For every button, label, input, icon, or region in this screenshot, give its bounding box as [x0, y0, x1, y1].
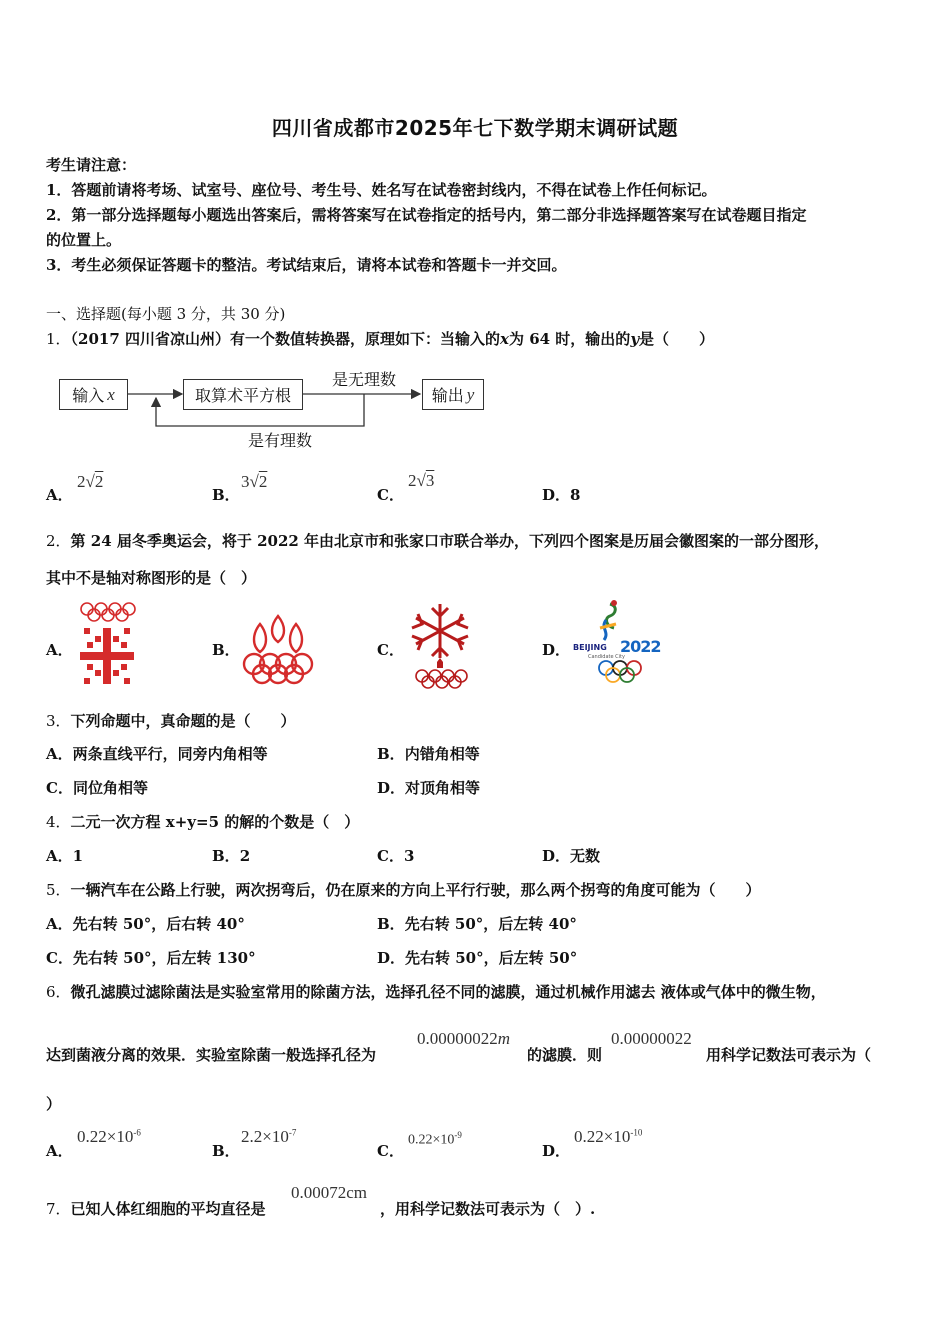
section-heading: 一、选择题(每小题 3 分，共 30 分)	[46, 305, 286, 323]
q3-option-d-text: 对顶角相等	[405, 779, 481, 797]
year-2022-text: 2022	[620, 637, 661, 656]
question-2-line1	[46, 530, 829, 551]
q6-option-a-value	[77, 1127, 141, 1147]
notice-heading: 考生请注意：	[46, 156, 137, 174]
q6-c-exp: -9	[454, 1130, 462, 1140]
q2-number: 2．	[46, 532, 71, 550]
q1-var-x: x	[500, 330, 509, 348]
q5-option-a-label: A．	[46, 915, 73, 933]
q5-option-c-label: C．	[46, 949, 73, 967]
q6-math-value: 0.00000022	[611, 1029, 692, 1048]
q4-option-c	[377, 845, 414, 866]
q3-option-b-label: B．	[377, 745, 405, 763]
q5-option-a-text: 先右转 50°，后右转 40°	[72, 915, 245, 933]
q1-option-a-value	[77, 472, 103, 492]
sqrt-symbol: √	[85, 472, 95, 491]
q3-option-a-text: 两条直线平行，同旁内角相等	[72, 745, 268, 763]
flow-output-var: y	[466, 384, 475, 404]
question-1	[46, 328, 714, 349]
notice-item-2-cont: 的位置上。	[46, 231, 122, 249]
notice-item-2: 2．第一部分选择题每小题选出答案后，需将答案写在试卷指定的括号内，第二部分非选择题答案写在试卷题目指定	[46, 206, 807, 224]
question-7	[46, 1198, 266, 1219]
q6-text-line2c: 用科学记数法可表示为（	[706, 1046, 872, 1064]
q3-option-d-label: D．	[377, 779, 406, 797]
q5-option-b-label: B．	[377, 915, 405, 933]
candidate-city-text: Candidate City	[588, 654, 625, 660]
q3-option-b	[377, 743, 480, 764]
q6-text-line2a: 达到菌液分离的效果．实验室除菌一般选择孔径为	[46, 1046, 377, 1064]
beijing-text: BEIJING	[573, 643, 607, 652]
q2-option-c-label: C．	[377, 641, 404, 659]
notice-item-1: 1．答题前请将考场、试室号、座位号、考生号、姓名写在试卷密封线内，不得在试卷上作任何标记。	[46, 181, 717, 199]
q1-option-c-label: C．	[377, 486, 404, 504]
q6-a-exp: -6	[133, 1127, 141, 1138]
flow-process-box: 取算术平方根	[183, 379, 303, 410]
calgary-snowflake-emblem-icon	[408, 600, 472, 690]
q3-text: 下列命题中，真命题的是（ ）	[70, 712, 296, 730]
notice-item-3: 3．考生必须保证答题卡的整洁。考试结束后，请将本试卷和答题卡一并交回。	[46, 256, 567, 274]
q1-b-radicand: 2	[258, 472, 268, 491]
question-3	[46, 710, 296, 731]
q5-number: 5．	[46, 881, 71, 899]
q3-option-c-label: C．	[46, 779, 73, 797]
q6-option-a-label: A．	[46, 1142, 73, 1160]
sarajevo-emblem-icon	[74, 600, 140, 688]
calgary-emblem-icon	[240, 612, 316, 686]
q6-c-base: 0.22×10	[408, 1132, 455, 1148]
flow-input-var: x	[107, 384, 115, 404]
q5-option-d	[377, 947, 577, 968]
q5-option-b	[377, 913, 577, 934]
q1-option-d-label: D．	[542, 486, 571, 504]
q1-text-c: 是（ ）	[639, 330, 715, 348]
q4-option-b-label: B．	[212, 847, 240, 865]
q4-option-c-text: 3	[403, 847, 415, 865]
q1-var-y: y	[630, 330, 640, 348]
flow-output-label: 输出	[431, 386, 464, 405]
q5-option-c	[46, 947, 256, 968]
q4-option-a-text: 1	[72, 847, 84, 865]
q3-option-a	[46, 743, 268, 764]
q4-option-b	[212, 845, 250, 866]
q6-a-base: 0.22×10	[77, 1127, 134, 1146]
flow-output-box	[422, 379, 484, 410]
flow-no-label: 是有理数	[248, 431, 313, 450]
q1-text-b: 为 64 时，输出的	[508, 330, 631, 348]
flow-input-box	[59, 379, 128, 410]
q3-option-d	[377, 777, 480, 798]
q1-c-coef: 2	[408, 471, 417, 490]
q1-option-b-label: B．	[212, 486, 240, 504]
q1-a-radicand: 2	[94, 472, 104, 491]
q6-text-line1: 微孔滤膜过滤除菌法是实验室常用的除菌方法，选择孔径不同的滤膜，通过机械作用滤去 液体或气体中的微生物，	[70, 983, 826, 1001]
q6-text-line3: ）	[46, 1095, 62, 1113]
q4-option-a-label: A．	[46, 847, 73, 865]
q1-option-d-text: 8	[570, 486, 581, 504]
q5-option-a	[46, 913, 245, 934]
q2-option-d-label: D．	[542, 641, 571, 659]
q1-a-coef: 2	[77, 472, 86, 491]
q6-option-d-label: D．	[542, 1142, 571, 1160]
q4-option-a	[46, 845, 83, 866]
q6-math1-value: 0.00000022	[417, 1029, 498, 1048]
page-title: 四川省成都市2025年七下数学期末调研试题	[271, 116, 679, 140]
q7-text-a: 已知人体红细胞的平均直径是	[70, 1200, 266, 1218]
q6-option-c-value	[408, 1130, 462, 1149]
q1-option-d	[542, 484, 580, 505]
q6-d-exp: -10	[630, 1127, 643, 1138]
sqrt-symbol: √	[249, 472, 259, 491]
q5-option-d-text: 先右转 50°，后左转 50°	[405, 949, 578, 967]
q5-option-d-label: D．	[377, 949, 406, 967]
q6-option-d-value	[574, 1127, 642, 1147]
q7-math-value: 0.00072cm	[291, 1183, 368, 1202]
q2-text-line1: 第 24 届冬季奥运会，将于 2022 年由北京市和张家口市联合举办，下列四个图案是历届会徽图案的一部分图形，	[70, 532, 830, 550]
q6-text-line2b: 的滤膜．则	[527, 1046, 603, 1064]
q4-option-d-label: D．	[542, 847, 571, 865]
q4-number: 4．	[46, 813, 71, 831]
q6-option-b-label: B．	[212, 1142, 240, 1160]
q6-option-c-label: C．	[377, 1142, 404, 1160]
q3-option-b-text: 内错角相等	[404, 745, 480, 763]
question-4	[46, 811, 359, 832]
q6-math1-unit: m	[497, 1029, 511, 1048]
question-5	[46, 879, 761, 900]
q4-text: 二元一次方程 x+y=5 的解的个数是（ ）	[70, 813, 360, 831]
q1-option-b-value	[241, 472, 267, 492]
q1-b-coef: 3	[241, 472, 250, 491]
q1-option-c-value	[408, 471, 434, 491]
q1-option-a-label: A．	[46, 486, 73, 504]
q2-option-b-label: B．	[212, 641, 240, 659]
q4-option-c-label: C．	[377, 847, 404, 865]
q5-text: 一辆汽车在公路上行驶，两次拐弯后，仍在原来的方向上平行行驶，那么两个拐弯的角度可能为（ ）	[70, 881, 761, 899]
q6-option-b-value	[241, 1127, 296, 1147]
flow-input-label: 输入	[72, 386, 105, 405]
q7-text-b: ，用科学记数法可表示为（ ）.	[380, 1200, 596, 1218]
q3-option-a-label: A．	[46, 745, 73, 763]
q3-number: 3．	[46, 712, 71, 730]
q3-option-c	[46, 777, 148, 798]
sqrt-symbol: √	[416, 471, 426, 490]
q6-math-pore-size	[417, 1029, 510, 1049]
q5-option-b-text: 先右转 50°，后左转 40°	[404, 915, 577, 933]
q1-number: 1．	[46, 330, 71, 348]
q6-b-exp: -7	[288, 1127, 297, 1138]
q1-c-radicand: 3	[425, 471, 435, 490]
q2-option-a-label: A．	[46, 641, 73, 659]
q4-option-d-text: 无数	[570, 847, 601, 865]
q2-text-line2: 其中不是轴对称图形的是（ ）	[46, 569, 257, 587]
q3-option-c-text: 同位角相等	[72, 779, 148, 797]
q4-option-b-text: 2	[239, 847, 251, 865]
q5-option-c-text: 先右转 50°，后左转 130°	[72, 949, 256, 967]
question-6-line1	[46, 981, 826, 1002]
q7-number: 7．	[46, 1200, 71, 1218]
q4-option-d	[542, 845, 600, 866]
q6-d-base: 0.22×10	[574, 1127, 631, 1146]
q6-number: 6．	[46, 983, 71, 1001]
q1-text-a: （2017 四川省凉山州）有一个数值转换器，原理如下：当输入的	[70, 330, 501, 348]
q6-b-base: 2.2×10	[241, 1127, 289, 1146]
flow-yes-label: 是无理数	[332, 370, 397, 389]
